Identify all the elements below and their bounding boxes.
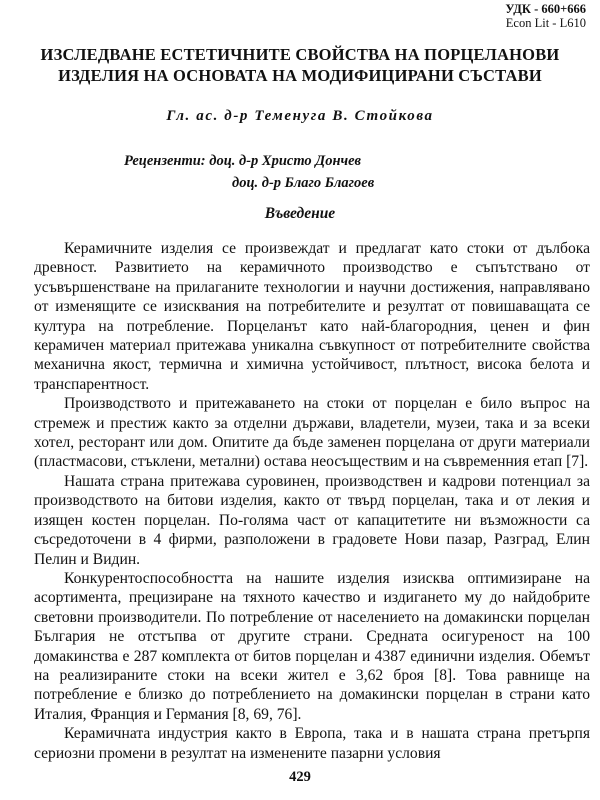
page-number: 429 (289, 769, 311, 785)
reviewers-block (124, 150, 374, 194)
reviewer-line-2: доц. д-р Благо Благоев (232, 175, 375, 191)
paragraph: Конкурентоспособността на нашите изделия изисква оптимизиране на асортимента, прецизиране на тяхното качество и издигането му до найдобрите световни производители. По потребление от населението на домакински порцелан България не отстъпва от другите страни. Средната осигуреност на 100 домакинства е 287 комплекта от битов порцелан и 4387 единични изделия. Обемът на реализираните стоки на всеки жител е 3,62 броя [8]. Това равнище на потребление е близко до потреблението на домакински порцелан в страни като Италия, Франция и Германия [8, 69, 76]. (34, 569, 590, 723)
reviewer-line-1: Рецензенти: доц. д-р Христо Дончев (124, 153, 362, 169)
udk-code: УДК - 660+666 (505, 2, 586, 16)
paragraph: Керамичните изделия се произвеждат и предлагат като стоки от дълбока древност. Развитието на керамичното производство е съпътствано от усъвършенстване на прилаганите технологии и научни достижения, направлявано от изменящите се изисквания на потребителите и резултат от повишаващата се култура на потребление. Порцеланът като най-благородния, ценен и фин керамичен материал притежава уникална съвкупност от потребителните свойства механична якост, термична и химична устойчивост, плътност, висока белота и транспарентност. (34, 240, 590, 393)
paragraph: Производството и притежаването на стоки от порцелан е било въпрос на стремеж и престиж както за отделни държави, владетели, музеи, така и за всеки хотел, ресторант или дом. Опитите да бъде заменен порцелана от други материали (пластмасови, стъклени, метални) остава неосъществим и на съвременния етап [7]. (34, 395, 590, 471)
article-title: ИЗСЛЕДВАНЕ ЕСТЕТИЧНИТЕ СВОЙСТВА НА ПОРЦЕЛАНОВИ ИЗДЕЛИЯ НА ОСНОВАТА НА МОДИФИЦИРАНИ СЪСТАВИ (40, 45, 560, 85)
section-heading-introduction: Въведение (264, 205, 336, 222)
classification-codes (505, 2, 586, 30)
article-body (34, 239, 590, 763)
paragraph: Керамичната индустрия както в Европа, така и в нашата страна претърпя сериозни промени в резултат на изменените пазарни условия (34, 725, 590, 762)
econlit-code: Econ Lit - L610 (505, 16, 586, 30)
paragraph: Нашата страна притежава суровинен, производствен и кадрови потенциал за производството на битови изделия, както от твърд порцелан, така и от лекия и изящен костен порцелан. По-голяма част от капацитетите ни възможности са съсредоточени в 4 фирми, разположени в градовете Нови пазар, Разград, Елин Пелин и Видин. (34, 472, 590, 568)
article-author: Гл. ас. д-р Теменуга В. Стойкова (166, 108, 434, 124)
